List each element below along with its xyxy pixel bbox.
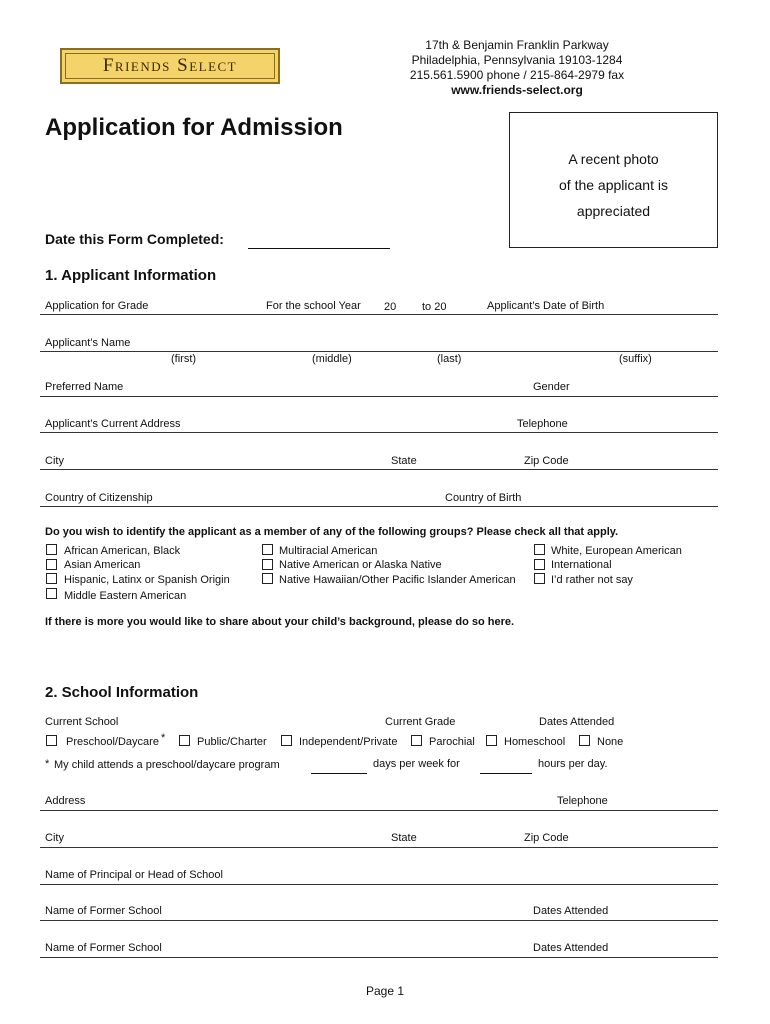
citizenship-label: Country of Citizenship (45, 492, 153, 504)
label-asian-american: Asian American (64, 559, 141, 571)
checkbox-asian-american[interactable] (46, 559, 57, 570)
label-native-american: Native American or Alaska Native (279, 559, 442, 571)
checkbox-middle-eastern[interactable] (46, 588, 57, 599)
label-parochial: Parochial (429, 736, 475, 748)
school-city-label: City (45, 832, 64, 844)
label-international: International (551, 559, 612, 571)
label-multiracial: Multiracial American (279, 545, 378, 557)
label-preschool: Preschool/Daycare (66, 736, 159, 748)
checkbox-preschool[interactable] (46, 735, 57, 746)
page-number: Page 1 (365, 984, 405, 998)
former-school-2-line[interactable] (40, 957, 718, 958)
checkbox-rather-not-say[interactable] (534, 573, 545, 584)
label-independent: Independent/Private (299, 736, 398, 748)
city-line[interactable] (40, 469, 718, 470)
country-line[interactable] (40, 506, 718, 507)
state-label: State (391, 455, 417, 467)
photo-text-1: A recent photo (568, 151, 659, 167)
principal-label: Name of Principal or Head of School (45, 869, 223, 881)
label-rather-not-say: I’d rather not say (551, 574, 633, 586)
section-2-heading: 2. School Information (45, 684, 199, 701)
hours-per-day-field[interactable] (480, 773, 532, 774)
label-native-hawaiian: Native Hawaiian/Other Pacific Islander American (279, 574, 516, 586)
preschool-note: My child attends a preschool/daycare program (54, 759, 280, 771)
background-prompt: If there is more you would like to share about your child’s background, please do so here. (45, 616, 515, 628)
label-african-american: African American, Black (64, 545, 181, 557)
school-year-label: For the school Year (266, 300, 361, 312)
checkbox-african-american[interactable] (46, 544, 57, 555)
checkbox-native-hawaiian[interactable] (262, 573, 273, 584)
current-school-label: Current School (45, 716, 119, 728)
checkbox-white[interactable] (534, 544, 545, 555)
former-school-2-label: Name of Former School (45, 942, 162, 954)
country-birth-label: Country of Birth (445, 492, 522, 504)
school-address-label: Address (45, 795, 86, 807)
former-dates-2-label: Dates Attended (533, 942, 609, 954)
current-grade-label: Current Grade (385, 716, 456, 728)
current-address-label: Applicant’s Current Address (45, 418, 181, 430)
address-phone-fax: 215.561.5900 phone / 215-864-2979 fax (409, 68, 625, 82)
school-address-line[interactable] (40, 810, 718, 811)
address-line-2: Philadelphia, Pennsylvania 19103-1284 (411, 53, 623, 67)
address-line-1: 17th & Benjamin Franklin Parkway (425, 38, 609, 52)
year-start-prefix: 20 (384, 301, 397, 313)
website: www.friends-select.org (451, 83, 583, 97)
school-zip-label: Zip Code (524, 832, 569, 844)
dates-attended-label: Dates Attended (539, 716, 615, 728)
name-middle-label: (middle) (312, 353, 352, 365)
checkbox-hispanic[interactable] (46, 573, 57, 584)
date-completed-field[interactable] (248, 248, 390, 249)
days-per-week-field[interactable] (311, 773, 367, 774)
preschool-note-asterisk: * (45, 758, 50, 770)
checkbox-native-american[interactable] (262, 559, 273, 570)
grade-label: Application for Grade (45, 300, 149, 312)
preferred-name-line[interactable] (40, 396, 718, 397)
label-homeschool: Homeschool (504, 736, 566, 748)
checkbox-none[interactable] (579, 735, 590, 746)
checkbox-parochial[interactable] (411, 735, 422, 746)
gender-label: Gender (533, 381, 570, 393)
name-last-label: (last) (437, 353, 462, 365)
name-first-label: (first) (171, 353, 197, 365)
principal-line[interactable] (40, 884, 718, 885)
dob-label: Applicant’s Date of Birth (487, 300, 605, 312)
telephone-label: Telephone (517, 418, 568, 430)
address-line[interactable] (40, 432, 718, 433)
name-line[interactable] (40, 351, 718, 352)
logo-text: Friends Select (65, 53, 275, 79)
section-1-heading: 1. Applicant Information (45, 267, 217, 284)
label-middle-eastern: Middle Eastern American (64, 590, 187, 602)
photo-text-2: of the applicant is (559, 177, 668, 193)
checkbox-public-charter[interactable] (179, 735, 190, 746)
friends-select-logo (60, 48, 280, 84)
former-dates-1-label: Dates Attended (533, 905, 609, 917)
label-none: None (597, 736, 624, 748)
school-city-line[interactable] (40, 847, 718, 848)
label-hispanic: Hispanic, Latinx or Spanish Origin (64, 574, 230, 586)
school-telephone-label: Telephone (557, 795, 608, 807)
preschool-asterisk: * (161, 732, 166, 744)
name-suffix-label: (suffix) (619, 353, 652, 365)
applicant-name-label: Applicant’s Name (45, 337, 131, 349)
former-school-1-line[interactable] (40, 920, 718, 921)
hours-per-day-label: hours per day. (538, 758, 608, 770)
photo-box (509, 112, 718, 248)
city-label: City (45, 455, 64, 467)
school-state-label: State (391, 832, 417, 844)
checkbox-homeschool[interactable] (486, 735, 497, 746)
preferred-name-label: Preferred Name (45, 381, 124, 393)
label-white: White, European American (551, 545, 682, 557)
photo-text-3: appreciated (576, 203, 651, 219)
page-title: Application for Admission (45, 114, 343, 141)
label-public-charter: Public/Charter (197, 736, 267, 748)
groups-question: Do you wish to identify the applicant as a member of any of the following groups? Please check all that apply. (45, 526, 619, 538)
zip-label: Zip Code (524, 455, 569, 467)
former-school-1-label: Name of Former School (45, 905, 162, 917)
grade-row-line[interactable] (40, 314, 718, 315)
checkbox-independent[interactable] (281, 735, 292, 746)
date-completed-label: Date this Form Completed: (45, 231, 224, 247)
checkbox-multiracial[interactable] (262, 544, 273, 555)
days-per-week-label: days per week for (373, 758, 460, 770)
year-end-prefix: to 20 (422, 301, 447, 313)
checkbox-international[interactable] (534, 559, 545, 570)
